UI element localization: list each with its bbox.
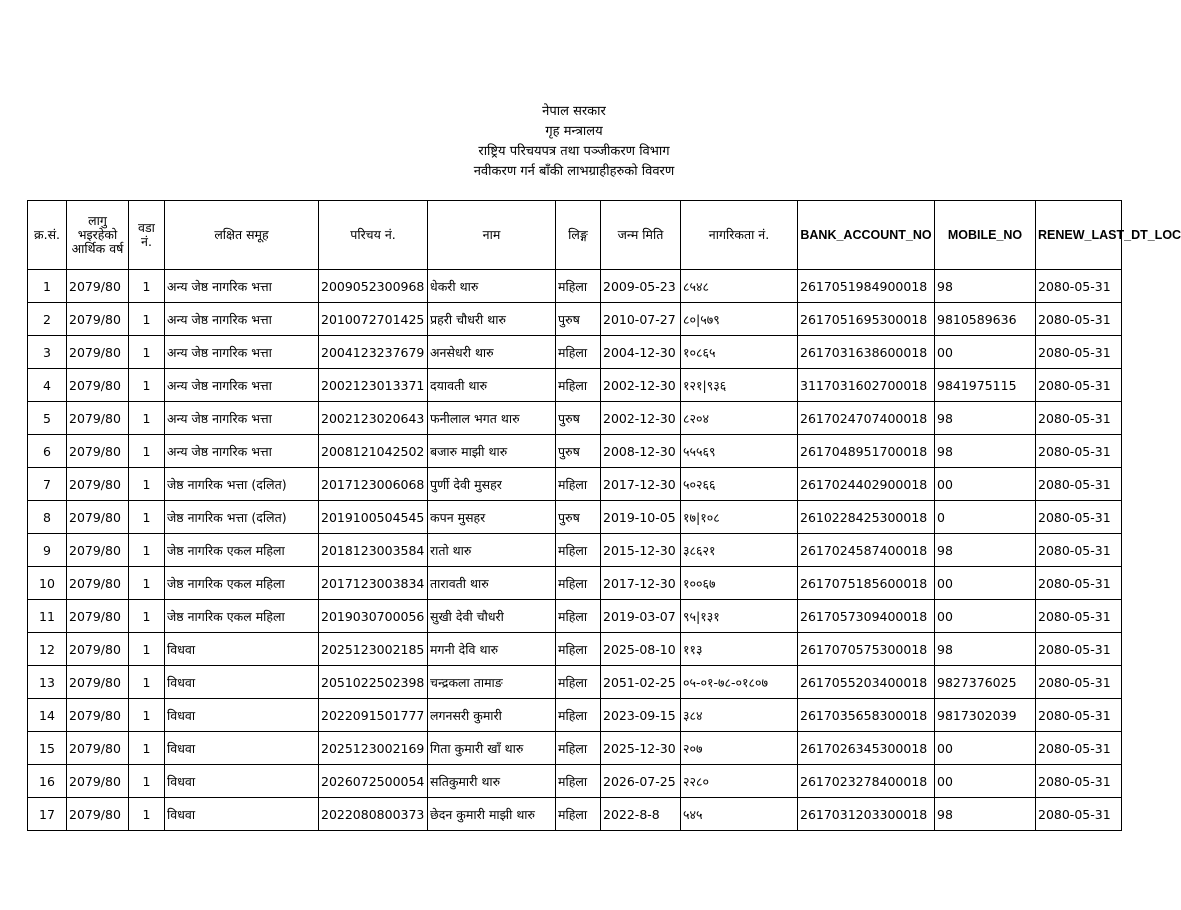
bank-account-cell: 2617031638600018	[798, 336, 935, 369]
target-group-cell: विधवा	[165, 765, 319, 798]
mobile-cell: 9817302039	[935, 699, 1036, 732]
renew-date-cell: 2080-05-31	[1036, 633, 1122, 666]
gender-cell: महिला	[556, 600, 601, 633]
serial-cell: 12	[28, 633, 67, 666]
gender-cell: महिला	[556, 633, 601, 666]
name-cell: छेदन कुमारी माझी थारु	[428, 798, 556, 831]
mobile-cell: 00	[935, 336, 1036, 369]
citizenship-number-cell: १००६७	[681, 567, 798, 600]
renew-date-cell: 2080-05-31	[1036, 369, 1122, 402]
bank-account-cell: 2617031203300018	[798, 798, 935, 831]
target-group-cell: विधवा	[165, 633, 319, 666]
ward-cell: 1	[129, 435, 165, 468]
renew-date-cell: 2080-05-31	[1036, 600, 1122, 633]
column-header-target-group: लक्षित समूह	[165, 201, 319, 270]
id-number-cell: 2019100504545	[319, 501, 428, 534]
citizenship-number-cell: ३८४	[681, 699, 798, 732]
renew-date-cell: 2080-05-31	[1036, 468, 1122, 501]
ward-cell: 1	[129, 732, 165, 765]
gender-cell: महिला	[556, 666, 601, 699]
bank-account-cell: 2610228425300018	[798, 501, 935, 534]
fiscal-year-cell: 2079/80	[67, 402, 129, 435]
document-header	[0, 102, 1148, 182]
mobile-cell: 00	[935, 732, 1036, 765]
birth-date-cell: 2023-09-15	[601, 699, 681, 732]
name-cell: कपन मुसहर	[428, 501, 556, 534]
column-header-birth-date: जन्म मिति	[601, 201, 681, 270]
table-body	[28, 270, 1122, 831]
table-row	[28, 336, 1122, 369]
birth-date-cell: 2004-12-30	[601, 336, 681, 369]
table-row	[28, 369, 1122, 402]
column-header-serial: क्र.सं.	[28, 201, 67, 270]
serial-cell: 11	[28, 600, 67, 633]
birth-date-cell: 2015-12-30	[601, 534, 681, 567]
fiscal-year-cell: 2079/80	[67, 633, 129, 666]
id-number-cell: 2009052300968	[319, 270, 428, 303]
citizenship-number-cell: ५४५	[681, 798, 798, 831]
fiscal-year-cell: 2079/80	[67, 699, 129, 732]
gender-cell: पुरुष	[556, 402, 601, 435]
mobile-cell: 00	[935, 468, 1036, 501]
target-group-cell: अन्य जेष्ठ नागरिक भत्ता	[165, 402, 319, 435]
serial-cell: 3	[28, 336, 67, 369]
government-name: नेपाल सरकार	[542, 104, 606, 119]
renew-date-cell: 2080-05-31	[1036, 798, 1122, 831]
ward-cell: 1	[129, 798, 165, 831]
ward-cell: 1	[129, 600, 165, 633]
citizenship-number-cell: १७|१०८	[681, 501, 798, 534]
mobile-cell: 00	[935, 600, 1036, 633]
table-row	[28, 468, 1122, 501]
birth-date-cell: 2019-03-07	[601, 600, 681, 633]
gender-cell: पुरुष	[556, 303, 601, 336]
id-number-cell: 2025123002185	[319, 633, 428, 666]
citizenship-number-cell: ११३	[681, 633, 798, 666]
gender-cell: महिला	[556, 369, 601, 402]
fiscal-year-cell: 2079/80	[67, 765, 129, 798]
column-header-name: नाम	[428, 201, 556, 270]
citizenship-number-cell: ९५|१३१	[681, 600, 798, 633]
citizenship-number-cell: ५०२६६	[681, 468, 798, 501]
serial-cell: 17	[28, 798, 67, 831]
name-cell: बजारु माझी थारु	[428, 435, 556, 468]
id-number-cell: 2051022502398	[319, 666, 428, 699]
target-group-cell: विधवा	[165, 699, 319, 732]
birth-date-cell: 2010-07-27	[601, 303, 681, 336]
renew-date-cell: 2080-05-31	[1036, 534, 1122, 567]
ward-cell: 1	[129, 501, 165, 534]
beneficiary-table	[27, 200, 1181, 831]
ward-cell: 1	[129, 765, 165, 798]
table-row	[28, 303, 1122, 336]
table-row	[28, 567, 1122, 600]
bank-account-cell: 2617024587400018	[798, 534, 935, 567]
target-group-cell: अन्य जेष्ठ नागरिक भत्ता	[165, 336, 319, 369]
ward-cell: 1	[129, 270, 165, 303]
table-row	[28, 435, 1122, 468]
target-group-cell: जेष्ठ नागरिक एकल महिला	[165, 600, 319, 633]
fiscal-year-cell: 2079/80	[67, 501, 129, 534]
table-row	[28, 534, 1122, 567]
id-number-cell: 2022091501777	[319, 699, 428, 732]
id-number-cell: 2025123002169	[319, 732, 428, 765]
target-group-cell: अन्य जेष्ठ नागरिक भत्ता	[165, 270, 319, 303]
fiscal-year-cell: 2079/80	[67, 468, 129, 501]
serial-cell: 13	[28, 666, 67, 699]
renew-date-cell: 2080-05-31	[1036, 435, 1122, 468]
birth-date-cell: 2022-8-8	[601, 798, 681, 831]
id-number-cell: 2002123020643	[319, 402, 428, 435]
bank-account-cell: 2617057309400018	[798, 600, 935, 633]
table-row	[28, 798, 1122, 831]
bank-account-cell: 2617075185600018	[798, 567, 935, 600]
bank-account-cell: 2617026345300018	[798, 732, 935, 765]
serial-cell: 9	[28, 534, 67, 567]
table-row	[28, 600, 1122, 633]
fiscal-year-cell: 2079/80	[67, 369, 129, 402]
target-group-cell: जेष्ठ नागरिक भत्ता (दलित)	[165, 501, 319, 534]
mobile-cell: 0	[935, 501, 1036, 534]
citizenship-number-cell: ५५५६९	[681, 435, 798, 468]
birth-date-cell: 2002-12-30	[601, 402, 681, 435]
serial-cell: 14	[28, 699, 67, 732]
column-header-citizenship-number: नागरिकता नं.	[681, 201, 798, 270]
bank-account-cell: 2617048951700018	[798, 435, 935, 468]
gender-cell: महिला	[556, 468, 601, 501]
ward-cell: 1	[129, 303, 165, 336]
citizenship-number-cell: २०७	[681, 732, 798, 765]
ministry-name: गृह मन्त्रालय	[545, 124, 603, 139]
target-group-cell: जेष्ठ नागरिक एकल महिला	[165, 534, 319, 567]
name-cell: धेकरी थारु	[428, 270, 556, 303]
column-header-renew-date: RENEW_LAST_DT_LOC	[1036, 201, 1122, 270]
column-header-bank-account: BANK_ACCOUNT_NO	[798, 201, 935, 270]
name-cell: प्रहरी चौधरी थारु	[428, 303, 556, 336]
target-group-cell: अन्य जेष्ठ नागरिक भत्ता	[165, 435, 319, 468]
name-cell: गिता कुमारी खाँ थारु	[428, 732, 556, 765]
bank-account-cell: 2617051984900018	[798, 270, 935, 303]
mobile-cell: 9841975115	[935, 369, 1036, 402]
document-title: नवीकरण गर्न बाँकी लाभग्राहीहरुको विवरण	[473, 164, 675, 179]
serial-cell: 5	[28, 402, 67, 435]
ward-cell: 1	[129, 699, 165, 732]
column-header-ward: वडा नं.	[129, 201, 165, 270]
fiscal-year-cell: 2079/80	[67, 567, 129, 600]
ward-cell: 1	[129, 369, 165, 402]
fiscal-year-cell: 2079/80	[67, 600, 129, 633]
bank-account-cell: 2617051695300018	[798, 303, 935, 336]
citizenship-number-cell: ८०|५७९	[681, 303, 798, 336]
citizenship-number-cell: ८२०४	[681, 402, 798, 435]
gender-cell: पुरुष	[556, 501, 601, 534]
column-header-mobile: MOBILE_NO	[935, 201, 1036, 270]
bank-account-cell: 2617035658300018	[798, 699, 935, 732]
birth-date-cell: 2017-12-30	[601, 468, 681, 501]
table-row	[28, 501, 1122, 534]
id-number-cell: 2019030700056	[319, 600, 428, 633]
table-row	[28, 666, 1122, 699]
serial-cell: 2	[28, 303, 67, 336]
table-row	[28, 402, 1122, 435]
birth-date-cell: 2019-10-05	[601, 501, 681, 534]
citizenship-number-cell: १२१|९३६	[681, 369, 798, 402]
bank-account-cell: 2617055203400018	[798, 666, 935, 699]
name-cell: चन्द्रकला तामाङ	[428, 666, 556, 699]
serial-cell: 8	[28, 501, 67, 534]
ward-cell: 1	[129, 336, 165, 369]
ward-cell: 1	[129, 633, 165, 666]
birth-date-cell: 2009-05-23	[601, 270, 681, 303]
gender-cell: पुरुष	[556, 435, 601, 468]
fiscal-year-cell: 2079/80	[67, 336, 129, 369]
bank-account-cell: 2617024707400018	[798, 402, 935, 435]
fiscal-year-cell: 2079/80	[67, 303, 129, 336]
birth-date-cell: 2026-07-25	[601, 765, 681, 798]
birth-date-cell: 2025-12-30	[601, 732, 681, 765]
mobile-cell: 9827376025	[935, 666, 1036, 699]
birth-date-cell: 2008-12-30	[601, 435, 681, 468]
birth-date-cell: 2017-12-30	[601, 567, 681, 600]
renew-date-cell: 2080-05-31	[1036, 732, 1122, 765]
name-cell: लगनसरी कुमारी	[428, 699, 556, 732]
mobile-cell: 98	[935, 402, 1036, 435]
id-number-cell: 2002123013371	[319, 369, 428, 402]
fiscal-year-cell: 2079/80	[67, 732, 129, 765]
mobile-cell: 00	[935, 567, 1036, 600]
target-group-cell: अन्य जेष्ठ नागरिक भत्ता	[165, 369, 319, 402]
name-cell: तारावती थारु	[428, 567, 556, 600]
citizenship-number-cell: १०८६५	[681, 336, 798, 369]
name-cell: दयावती थारु	[428, 369, 556, 402]
target-group-cell: जेष्ठ नागरिक भत्ता (दलित)	[165, 468, 319, 501]
id-number-cell: 2010072701425	[319, 303, 428, 336]
bank-account-cell: 2617024402900018	[798, 468, 935, 501]
fiscal-year-cell: 2079/80	[67, 534, 129, 567]
serial-cell: 6	[28, 435, 67, 468]
gender-cell: महिला	[556, 732, 601, 765]
column-header-gender: लिङ्ग	[556, 201, 601, 270]
table-row	[28, 270, 1122, 303]
ward-cell: 1	[129, 534, 165, 567]
renew-date-cell: 2080-05-31	[1036, 270, 1122, 303]
citizenship-number-cell: ३८६२१	[681, 534, 798, 567]
name-cell: सुखी देवी चौधरी	[428, 600, 556, 633]
target-group-cell: अन्य जेष्ठ नागरिक भत्ता	[165, 303, 319, 336]
birth-date-cell: 2002-12-30	[601, 369, 681, 402]
column-header-id-number: परिचय नं.	[319, 201, 428, 270]
renew-date-cell: 2080-05-31	[1036, 336, 1122, 369]
renew-date-cell: 2080-05-31	[1036, 765, 1122, 798]
target-group-cell: विधवा	[165, 666, 319, 699]
ward-cell: 1	[129, 567, 165, 600]
serial-cell: 16	[28, 765, 67, 798]
ward-cell: 1	[129, 402, 165, 435]
renew-date-cell: 2080-05-31	[1036, 303, 1122, 336]
id-number-cell: 2022080800373	[319, 798, 428, 831]
id-number-cell: 2026072500054	[319, 765, 428, 798]
target-group-cell: विधवा	[165, 732, 319, 765]
citizenship-number-cell: २२८०	[681, 765, 798, 798]
gender-cell: महिला	[556, 534, 601, 567]
mobile-cell: 98	[935, 534, 1036, 567]
table-row	[28, 633, 1122, 666]
name-cell: सतिकुमारी थारु	[428, 765, 556, 798]
serial-cell: 1	[28, 270, 67, 303]
mobile-cell: 9810589636	[935, 303, 1036, 336]
target-group-cell: जेष्ठ नागरिक एकल महिला	[165, 567, 319, 600]
name-cell: पुर्णी देवी मुसहर	[428, 468, 556, 501]
id-number-cell: 2004123237679	[319, 336, 428, 369]
name-cell: अनसेधरी थारु	[428, 336, 556, 369]
renew-date-cell: 2080-05-31	[1036, 402, 1122, 435]
mobile-cell: 98	[935, 435, 1036, 468]
citizenship-number-cell: ८५४८	[681, 270, 798, 303]
gender-cell: महिला	[556, 765, 601, 798]
name-cell: रातो थारु	[428, 534, 556, 567]
serial-cell: 15	[28, 732, 67, 765]
column-header-fiscal-year: लागु भइरहेको आर्थिक वर्ष	[67, 201, 129, 270]
table-row	[28, 732, 1122, 765]
renew-date-cell: 2080-05-31	[1036, 666, 1122, 699]
ward-cell: 1	[129, 468, 165, 501]
mobile-cell: 98	[935, 270, 1036, 303]
birth-date-cell: 2025-08-10	[601, 633, 681, 666]
gender-cell: महिला	[556, 699, 601, 732]
fiscal-year-cell: 2079/80	[67, 270, 129, 303]
renew-date-cell: 2080-05-31	[1036, 501, 1122, 534]
citizenship-number-cell: ०५-०१-७८-०१८०७	[681, 666, 798, 699]
mobile-cell: 98	[935, 633, 1036, 666]
id-number-cell: 2017123003834	[319, 567, 428, 600]
bank-account-cell: 3117031602700018	[798, 369, 935, 402]
id-number-cell: 2018123003584	[319, 534, 428, 567]
gender-cell: महिला	[556, 270, 601, 303]
serial-cell: 10	[28, 567, 67, 600]
gender-cell: महिला	[556, 336, 601, 369]
mobile-cell: 00	[935, 765, 1036, 798]
id-number-cell: 2017123006068	[319, 468, 428, 501]
bank-account-cell: 2617070575300018	[798, 633, 935, 666]
renew-date-cell: 2080-05-31	[1036, 567, 1122, 600]
bank-account-cell: 2617023278400018	[798, 765, 935, 798]
ward-cell: 1	[129, 666, 165, 699]
id-number-cell: 2008121042502	[319, 435, 428, 468]
fiscal-year-cell: 2079/80	[67, 435, 129, 468]
department-name: राष्ट्रिय परिचयपत्र तथा पञ्जीकरण विभाग	[478, 144, 670, 159]
table-row	[28, 765, 1122, 798]
fiscal-year-cell: 2079/80	[67, 798, 129, 831]
fiscal-year-cell: 2079/80	[67, 666, 129, 699]
table-row	[28, 699, 1122, 732]
name-cell: मगनी देवि थारु	[428, 633, 556, 666]
serial-cell: 7	[28, 468, 67, 501]
table-header-row	[28, 201, 1122, 270]
target-group-cell: विधवा	[165, 798, 319, 831]
name-cell: फनीलाल भगत थारु	[428, 402, 556, 435]
mobile-cell: 98	[935, 798, 1036, 831]
renew-date-cell: 2080-05-31	[1036, 699, 1122, 732]
gender-cell: महिला	[556, 567, 601, 600]
birth-date-cell: 2051-02-25	[601, 666, 681, 699]
serial-cell: 4	[28, 369, 67, 402]
gender-cell: महिला	[556, 798, 601, 831]
